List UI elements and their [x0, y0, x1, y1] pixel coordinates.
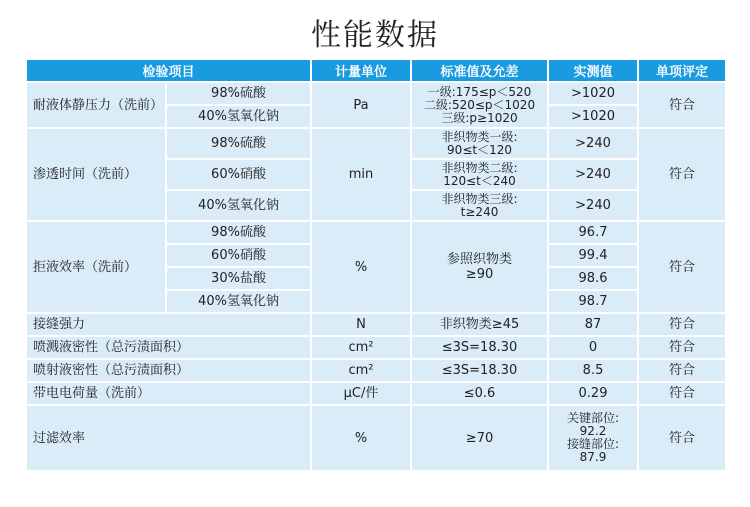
- measured-cell: 98.6: [548, 267, 638, 290]
- unit-cell: cm²: [311, 336, 411, 359]
- measured-line: 接缝部位:: [566, 437, 620, 451]
- std-cell: [411, 221, 548, 313]
- std-line: 参照织物类: [447, 252, 513, 267]
- std-cell: ≥70: [411, 405, 548, 471]
- measured-cell: 0.29: [548, 382, 638, 405]
- sub-item: 40%氢氧化钠: [166, 290, 311, 313]
- page-title: 性能数据: [311, 18, 439, 53]
- std-cell: [411, 82, 548, 128]
- table-row: [26, 336, 726, 359]
- sub-item: 98%硫酸: [166, 82, 311, 105]
- table-row: [26, 82, 726, 105]
- item-name: 喷溅液密性（总污渍面积）: [26, 336, 311, 359]
- std-cell: ≤0.6: [411, 382, 548, 405]
- unit-cell: %: [311, 221, 411, 313]
- std-line: 非织物类三级:: [441, 191, 518, 206]
- item-name: 拒液效率（洗前）: [26, 221, 166, 313]
- table-row: [26, 221, 726, 244]
- eval-cell: 符合: [638, 405, 726, 471]
- std-line: t≥240: [460, 204, 499, 219]
- table-row: [26, 128, 726, 159]
- measured-cell: 99.4: [548, 244, 638, 267]
- eval-cell: 符合: [638, 128, 726, 221]
- item-name: 渗透时间（洗前）: [26, 128, 166, 221]
- std-cell: [411, 128, 548, 159]
- header-row: [26, 59, 726, 82]
- item-name: 耐液体静压力（洗前）: [26, 82, 166, 128]
- header-item: 检验项目: [26, 59, 311, 82]
- sub-item: 30%盐酸: [166, 267, 311, 290]
- eval-cell: 符合: [638, 313, 726, 336]
- eval-cell: 符合: [638, 359, 726, 382]
- std-cell: [411, 190, 548, 221]
- measured-cell: 87: [548, 313, 638, 336]
- measured-line: 关键部位:: [566, 411, 620, 425]
- std-line: 二级:520≤p＜1020: [423, 97, 536, 112]
- unit-cell: μC/件: [311, 382, 411, 405]
- unit-cell: %: [311, 405, 411, 471]
- sub-item: 98%硫酸: [166, 128, 311, 159]
- std-line: 90≤t＜120: [447, 142, 512, 157]
- header-std: 标准值及允差: [411, 59, 548, 82]
- sub-item: 60%硝酸: [166, 159, 311, 190]
- performance-table: [25, 58, 727, 472]
- item-name: 接缝强力: [26, 313, 311, 336]
- measured-line: 87.9: [579, 450, 607, 464]
- measured-cell: >240: [548, 190, 638, 221]
- measured-line: 92.2: [579, 424, 607, 438]
- table-row: [26, 382, 726, 405]
- unit-cell: Pa: [311, 82, 411, 128]
- std-line: 三级:p≥1020: [441, 110, 518, 125]
- unit-cell: N: [311, 313, 411, 336]
- std-cell: [411, 159, 548, 190]
- sub-item: 40%氢氧化钠: [166, 190, 311, 221]
- measured-cell: [548, 405, 638, 471]
- std-cell: ≤3S=18.30: [411, 336, 548, 359]
- unit-cell: min: [311, 128, 411, 221]
- measured-cell: 98.7: [548, 290, 638, 313]
- item-name: 喷射液密性（总污渍面积）: [26, 359, 311, 382]
- header-eval: 单项评定: [638, 59, 726, 82]
- header-measured: 实测值: [548, 59, 638, 82]
- std-line: 非织物类一级:: [441, 129, 518, 144]
- item-name: 过滤效率: [26, 405, 311, 471]
- measured-cell: 0: [548, 336, 638, 359]
- header-unit: 计量单位: [311, 59, 411, 82]
- item-name: 带电电荷量（洗前）: [26, 382, 311, 405]
- table-row: [26, 313, 726, 336]
- table-row: [26, 359, 726, 382]
- measured-cell: >240: [548, 128, 638, 159]
- measured-cell: 8.5: [548, 359, 638, 382]
- measured-cell: >1020: [548, 82, 638, 105]
- std-cell: ≤3S=18.30: [411, 359, 548, 382]
- eval-cell: 符合: [638, 336, 726, 359]
- std-line: 120≤t＜240: [443, 173, 516, 188]
- measured-cell: >1020: [548, 105, 638, 128]
- table-row: [26, 405, 726, 471]
- measured-cell: 96.7: [548, 221, 638, 244]
- std-line: 非织物类二级:: [441, 160, 518, 175]
- eval-cell: 符合: [638, 221, 726, 313]
- sub-item: 60%硝酸: [166, 244, 311, 267]
- eval-cell: 符合: [638, 382, 726, 405]
- std-cell: 非织物类≥45: [411, 313, 548, 336]
- measured-cell: >240: [548, 159, 638, 190]
- std-line: ≥90: [465, 267, 494, 282]
- sub-item: 98%硫酸: [166, 221, 311, 244]
- std-line: 一级:175≤p＜520: [427, 84, 532, 99]
- sub-item: 40%氢氧化钠: [166, 105, 311, 128]
- unit-cell: cm²: [311, 359, 411, 382]
- eval-cell: 符合: [638, 82, 726, 128]
